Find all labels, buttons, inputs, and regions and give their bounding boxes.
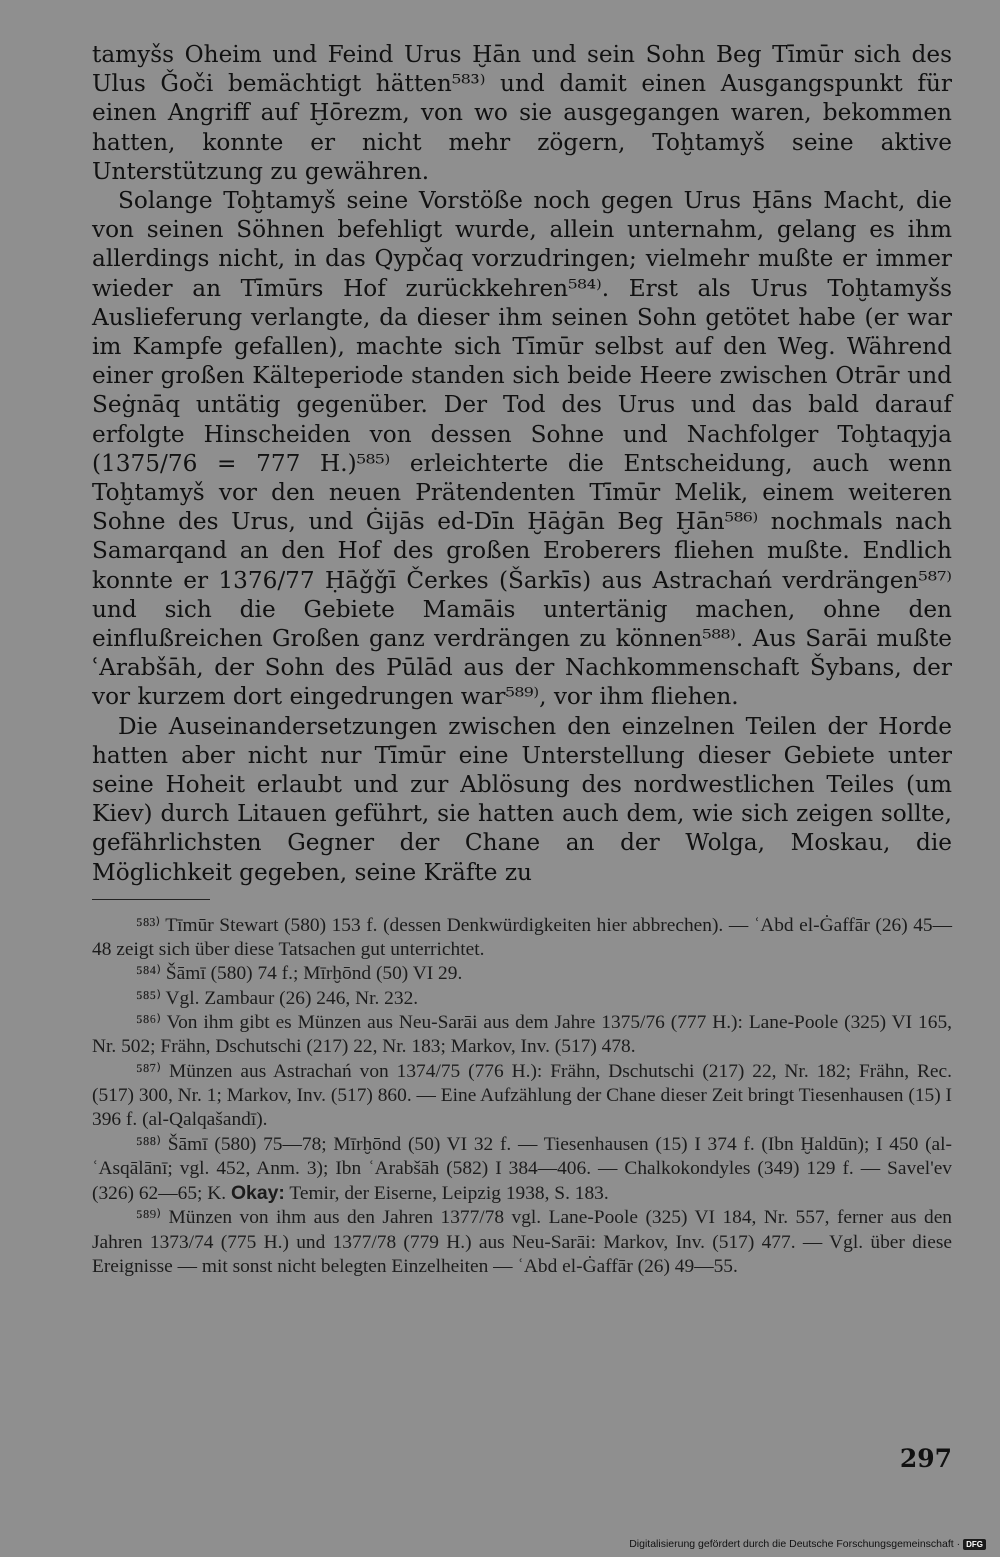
footnote-588-author: Okay: bbox=[230, 1182, 285, 1205]
paragraph-3: Die Auseinandersetzungen zwischen den einzelnen Teilen der Horde hatten aber nicht nur Tīmūr eine Unterstellung dieser Gebiete unter seine Hoheit erlaubt und zur Ablösung des nordwestlichen Teiles (um Kiev) durch Litauen geführt, sie hatten auch dem, wie sich zeigen sollte, gefährlichsten Gegner der Chane an der Wolga, Moskau, die Möglichkeit gegeben, seine Kräfte zu bbox=[92, 712, 952, 886]
credit-text: Digitalisierung gefördert durch die Deutsche Forschungsgemeinschaft · bbox=[629, 1538, 961, 1550]
page-content bbox=[92, 40, 952, 1279]
footnote-583: ⁵⁸³⁾ Tīmūr Stewart (580) 153 f. (dessen Denkwürdigkeiten hier abbrechen). — ʿAbd el-Ġaffār (26) 45—48 zeigt sich über diese Tatsachen gut unterrichtet. bbox=[92, 914, 952, 961]
dfg-logo-icon: DFG bbox=[963, 1539, 986, 1550]
paragraph-2: Solange Toḫtamyš seine Vorstöße noch gegen Urus Ḫāns Macht, die von seinen Söhnen befehligt wurde, allein unternahm, gelang es ihm allerdings nicht, in das Qypčaq vorzudringen; vielmehr mußte er immer wieder an Tīmūrs Hof zurückkehren⁵⁸⁴⁾. Erst als Urus Toḫtamyšs Auslieferung verlangte, da dieser ihm seinen Sohn getötet habe (er war im Kampfe gefallen), machte sich Tīmūr selbst auf den Weg. Während einer großen Kälteperiode standen sich beide Heere zwischen Otrār und Seġnāq untätig gegenüber. Der Tod des Urus und das bald darauf erfolgte Hinscheiden von dessen Sohne und Nachfolger Toḫtaqyja (1375/76 = 777 H.)⁵⁸⁵⁾ erleichterte die Entscheidung, auch wenn Toḫtamyš vor den neuen Prätendenten Tīmūr Melik, einem weiteren Sohne des Urus, und Ġijās ed-Dīn Ḫāġān Beg Ḫān⁵⁸⁶⁾ nochmals nach Samarqand an den Hof des großen Eroberers fliehen mußte. Endlich konnte er 1376/77 Ḥāǧǧī Čerkes (Šarkīs) aus Astrachań verdrängen⁵⁸⁷⁾ und sich die Gebiete Mamāis untertänig machen, ohne den einflußreichen Großen ganz verdrängen zu können⁵⁸⁸⁾. Aus Sarāi mußte ʿArabšāh, der Sohn des Pūlād aus der Nachkommenschaft Šybans, der vor kurzem dort eingedrungen war⁵⁸⁹⁾, vor ihm fliehen. bbox=[92, 187, 952, 711]
footnote-588-text: ⁵⁸⁸⁾ Šāmī (580) 75—78; Mīrḫōnd (50) VI 32 f. — Tiesenhausen (15) I 374 f. (Ibn Ḫaldūn); I 450 (al-ʿAsqālānī; vgl. 452, Anm. 3); Ibn ʿArabšāh (582) I 384—406. — Chalkokondyles (349) 129 f. — Savel'ev (326) 62—65; K. bbox=[92, 1133, 952, 1205]
digitization-credit bbox=[629, 1538, 986, 1550]
footnote-589: ⁵⁸⁹⁾ Münzen von ihm aus den Jahren 1377/78 vgl. Lane-Poole (325) VI 184, Nr. 557, ferner aus den Jahren 1373/74 (775 H.) und 1377/78 (779 H.) aus Neu-Sarāi: Markov, Inv. (517) 477. — Vgl. über diese Ereignisse — mit sonst nicht belegten Einzelheiten — ʿAbd el-Ġaffār (26) 49—55. bbox=[92, 1207, 952, 1278]
footnotes bbox=[92, 914, 952, 1279]
main-text bbox=[92, 40, 952, 887]
footnote-divider bbox=[92, 899, 210, 900]
paragraph-1: tamyšs Oheim und Feind Urus Ḫān und sein Sohn Beg Tīmūr sich des Ulus Ǧoči bemächtigt hätten⁵⁸³⁾ und damit einen Ausgangspunkt für einen Angriff auf Ḫōrezm, von wo sie ausgegangen waren, bekommen hatten, konnte er nicht mehr zögern, Toḫtamyš seine aktive Unterstützung zu gewähren. bbox=[92, 41, 952, 185]
footnote-587: ⁵⁸⁷⁾ Münzen aus Astrachań von 1374/75 (776 H.): Frähn, Dschutschi (217) 22, Nr. 182; Frähn, Rec. (517) 300, Nr. 1; Markov, Inv. (517) 860. — Eine Aufzählung der Chane dieser Zeit bringt Tiesenhausen (15) I 396 f. (al-Qalqašandī). bbox=[92, 1060, 952, 1131]
footnote-588-rest: Temir, der Eiserne, Leipzig 1938, S. 183. bbox=[284, 1183, 609, 1205]
footnote-588 bbox=[92, 1133, 952, 1207]
footnote-585: ⁵⁸⁵⁾ Vgl. Zambaur (26) 246, Nr. 232. bbox=[136, 987, 419, 1009]
page-number: 297 bbox=[899, 1444, 952, 1473]
footnote-586: ⁵⁸⁶⁾ Von ihm gibt es Münzen aus Neu-Sarāi aus dem Jahre 1375/76 (777 H.): Lane-Poole (325) VI 165, Nr. 502; Frähn, Dschutschi (217) 22, Nr. 183; Markov, Inv. (517) 478. bbox=[92, 1012, 952, 1058]
footnote-584: ⁵⁸⁴⁾ Šāmī (580) 74 f.; Mīrḫōnd (50) VI 29. bbox=[136, 963, 463, 985]
